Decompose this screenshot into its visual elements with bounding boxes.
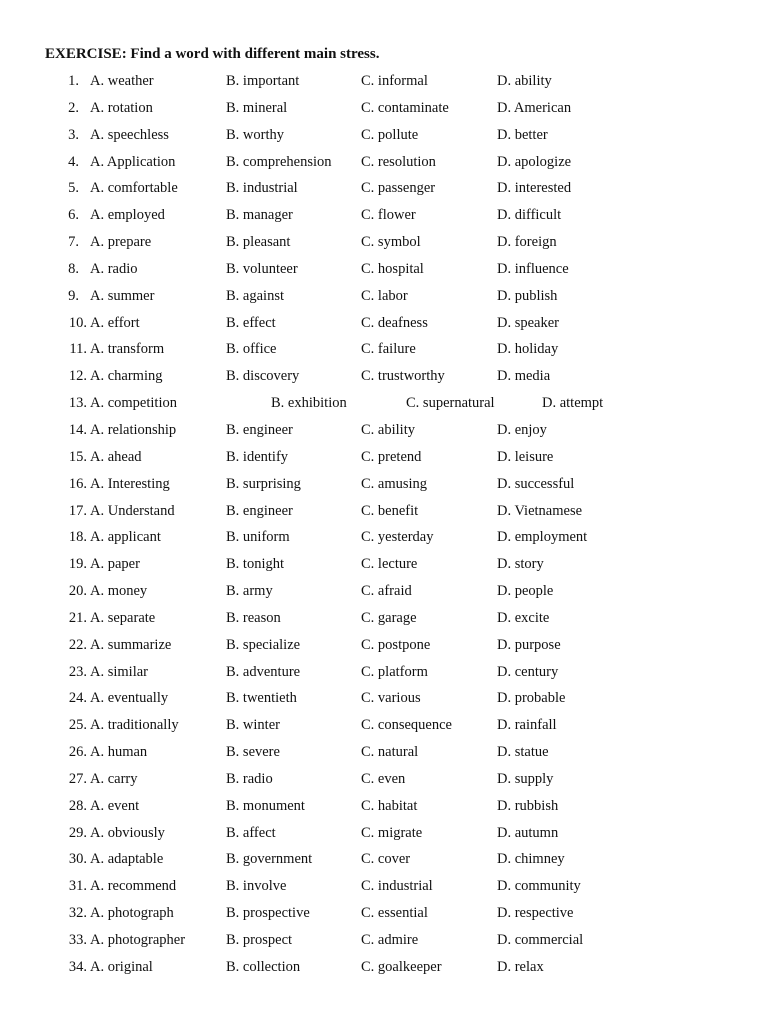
option-a: A. applicant: [90, 529, 161, 546]
option-b: B. manager: [226, 207, 293, 224]
option-a: A. obviously: [90, 824, 165, 841]
option-b: B. identify: [226, 448, 289, 465]
question-number: 1.: [68, 73, 79, 89]
question-number: 20.: [68, 583, 87, 600]
question-row: [0, 98, 768, 125]
option-c: C. admire: [361, 932, 419, 948]
option-a: A. effort: [90, 314, 140, 331]
option-c: C. symbol: [361, 234, 421, 251]
question-row: [0, 957, 768, 984]
option-d: D. supply: [497, 770, 554, 787]
option-a: A. summarize: [90, 636, 172, 653]
option-d: D. statue: [497, 744, 549, 761]
question-row: [0, 501, 768, 528]
option-a: A. Application: [90, 153, 176, 170]
question-number: 18.: [68, 529, 87, 546]
option-c: C. even: [361, 770, 406, 787]
option-d: D. successful: [497, 475, 575, 492]
question-row: [0, 366, 768, 393]
option-d: D. ability: [497, 73, 552, 89]
question-row: [0, 152, 768, 179]
question-number: 4.: [68, 153, 79, 170]
option-a: A. speechless: [90, 126, 169, 143]
option-a: A. traditionally: [90, 717, 179, 734]
question-row: [0, 608, 768, 635]
question-number: 34.: [68, 958, 87, 975]
option-b: B. radio: [226, 770, 273, 787]
option-a: A. rotation: [90, 99, 153, 116]
option-c: C. supernatural: [406, 395, 495, 412]
option-a: A. radio: [90, 260, 138, 277]
question-row: [0, 232, 768, 259]
option-d: D. enjoy: [497, 421, 547, 438]
question-number: 11.: [69, 341, 87, 358]
question-number: 25.: [68, 717, 87, 734]
option-d: D. interested: [497, 180, 572, 197]
option-c: C. hospital: [361, 260, 424, 277]
option-d: D. influence: [497, 260, 569, 277]
question-number: 8.: [68, 260, 79, 277]
question-number: 26.: [68, 744, 87, 761]
question-row: [0, 527, 768, 554]
option-c: C. resolution: [361, 153, 436, 170]
option-b: B. effect: [226, 314, 276, 331]
question-number: 16.: [68, 475, 87, 492]
question-number: 6.: [68, 207, 79, 224]
question-row: [0, 849, 768, 876]
option-a: A. photograph: [90, 905, 174, 922]
option-d: D. purpose: [497, 636, 561, 653]
option-d: D. speaker: [497, 314, 560, 331]
option-a: A. weather: [90, 73, 154, 89]
option-a: A. relationship: [90, 421, 177, 438]
option-c: C. labor: [361, 287, 408, 304]
option-a: A. human: [90, 744, 148, 761]
option-c: C. garage: [361, 609, 417, 626]
option-c: C. goalkeeper: [361, 958, 442, 975]
option-c: C. natural: [361, 744, 419, 761]
question-number: 22.: [68, 636, 87, 653]
option-d: D. rainfall: [497, 717, 557, 734]
option-b: B. monument: [226, 797, 305, 814]
question-row: [0, 876, 768, 903]
option-d: D. leisure: [497, 448, 554, 465]
option-c: C. pollute: [361, 126, 419, 143]
option-b: B. army: [226, 583, 273, 600]
option-b: B. twentieth: [226, 690, 297, 707]
option-c: C. deafness: [361, 314, 428, 331]
option-c: C. flower: [361, 207, 416, 224]
option-d: D. chimney: [497, 851, 565, 868]
question-number: 15.: [68, 448, 87, 465]
question-number: 12.: [68, 368, 87, 385]
question-number: 32.: [68, 905, 87, 922]
question-row: [0, 205, 768, 232]
option-a: A. recommend: [90, 878, 177, 895]
option-a: A. summer: [90, 287, 155, 304]
question-row: [0, 286, 768, 313]
option-b: B. worthy: [226, 126, 284, 143]
option-a: A. employed: [90, 207, 165, 224]
option-d: D. holiday: [497, 341, 559, 358]
option-c: C. platform: [361, 663, 428, 680]
option-a: A. carry: [90, 770, 138, 787]
option-c: C. ability: [361, 421, 415, 438]
option-b: B. winter: [226, 717, 280, 734]
option-a: A. charming: [90, 368, 163, 385]
option-d: D. attempt: [542, 395, 604, 412]
option-a: A. Understand: [90, 502, 175, 519]
question-row: [0, 71, 768, 98]
option-b: B. prospect: [226, 932, 293, 948]
question-number: 19.: [68, 556, 87, 573]
option-d: D. story: [497, 556, 544, 573]
question-number: 7.: [68, 234, 79, 251]
option-b: B. pleasant: [226, 234, 291, 251]
option-c: C. afraid: [361, 583, 412, 600]
question-number: 28.: [68, 797, 87, 814]
option-b: B. office: [226, 341, 277, 358]
option-d: D. American: [497, 99, 572, 116]
question-number: 3.: [68, 126, 79, 143]
question-number: 24.: [68, 690, 87, 707]
option-d: D. difficult: [497, 207, 562, 224]
option-a: A. transform: [90, 341, 165, 358]
option-d: D. people: [497, 583, 554, 600]
question-row: [0, 930, 768, 957]
option-b: B. collection: [226, 958, 301, 975]
option-a: A. event: [90, 797, 140, 814]
option-d: D. respective: [497, 905, 574, 922]
option-d: D. apologize: [497, 153, 572, 170]
option-c: C. industrial: [361, 878, 433, 895]
option-a: A. competition: [90, 395, 177, 412]
option-b: B. comprehension: [226, 153, 332, 170]
option-c: C. habitat: [361, 797, 418, 814]
question-number: 29.: [68, 824, 87, 841]
option-a: A. separate: [90, 609, 156, 626]
question-row: [0, 178, 768, 205]
option-a: A. prepare: [90, 234, 152, 251]
option-c: C. failure: [361, 341, 416, 358]
option-b: B. industrial: [226, 180, 298, 197]
option-c: C. benefit: [361, 502, 419, 519]
question-number: 21.: [68, 609, 87, 626]
question-row: [0, 742, 768, 769]
option-c: C. informal: [361, 73, 428, 89]
option-b: B. reason: [226, 609, 281, 626]
question-row: [0, 474, 768, 501]
option-c: C. passenger: [361, 180, 436, 197]
question-row: [0, 420, 768, 447]
option-c: C. consequence: [361, 717, 452, 734]
option-d: D. probable: [497, 690, 566, 707]
option-a: A. photographer: [90, 932, 186, 948]
option-d: D. foreign: [497, 234, 557, 251]
option-a: A. original: [90, 958, 153, 975]
question-number: 2.: [68, 99, 79, 116]
option-c: C. amusing: [361, 475, 428, 492]
question-row: [0, 259, 768, 286]
question-number: 13.: [68, 395, 87, 412]
option-c: C. migrate: [361, 824, 423, 841]
question-row: [0, 581, 768, 608]
question-row: [0, 313, 768, 340]
option-b: B. uniform: [226, 529, 290, 546]
question-number: 23.: [68, 663, 87, 680]
option-d: D. autumn: [497, 824, 559, 841]
option-d: D. relax: [497, 958, 544, 975]
question-row: [0, 662, 768, 689]
option-b: B. exhibition: [271, 395, 347, 412]
option-c: C. pretend: [361, 448, 422, 465]
question-row: [0, 447, 768, 474]
option-a: A. ahead: [90, 448, 142, 465]
question-row: [0, 796, 768, 823]
option-d: D. commercial: [497, 932, 584, 948]
option-b: B. engineer: [226, 421, 293, 438]
question-number: 30.: [68, 851, 87, 868]
option-a: A. comfortable: [90, 180, 178, 197]
option-b: B. mineral: [226, 99, 288, 116]
question-row: [0, 125, 768, 152]
option-b: B. adventure: [226, 663, 301, 680]
option-c: C. various: [361, 690, 421, 707]
option-d: D. rubbish: [497, 797, 559, 814]
option-d: D. community: [497, 878, 581, 895]
question-list: [0, 71, 768, 984]
option-b: B. volunteer: [226, 260, 298, 277]
option-d: D. better: [497, 126, 548, 143]
question-row: [0, 769, 768, 796]
option-b: B. tonight: [226, 556, 285, 573]
option-d: D. excite: [497, 609, 550, 626]
option-d: D. employment: [497, 529, 588, 546]
option-b: B. affect: [226, 824, 276, 841]
option-c: C. yesterday: [361, 529, 434, 546]
question-row: [0, 393, 768, 420]
option-a: A. paper: [90, 556, 140, 573]
option-a: A. adaptable: [90, 851, 164, 868]
option-b: B. engineer: [226, 502, 293, 519]
option-b: B. involve: [226, 878, 287, 895]
question-row: [0, 823, 768, 850]
question-number: 5.: [68, 180, 79, 197]
option-c: C. postpone: [361, 636, 431, 653]
question-number: 33.: [68, 932, 87, 948]
option-d: D. Vietnamese: [497, 502, 583, 519]
question-row: [0, 554, 768, 581]
option-a: A. money: [90, 583, 148, 600]
question-number: 27.: [68, 770, 87, 787]
option-c: C. essential: [361, 905, 428, 922]
question-row: [0, 903, 768, 930]
question-row: [0, 635, 768, 662]
question-row: [0, 688, 768, 715]
option-b: B. government: [226, 851, 313, 868]
option-d: D. publish: [497, 287, 558, 304]
question-number: 9.: [68, 287, 79, 304]
option-a: A. similar: [90, 663, 148, 680]
option-b: B. specialize: [226, 636, 301, 653]
option-c: C. trustworthy: [361, 368, 445, 385]
option-d: D. century: [497, 663, 559, 680]
option-b: B. severe: [226, 744, 280, 761]
question-number: 31.: [68, 878, 87, 895]
question-row: [0, 715, 768, 742]
option-b: B. important: [226, 73, 300, 89]
option-a: A. eventually: [90, 690, 169, 707]
option-c: C. lecture: [361, 556, 418, 573]
option-c: C. cover: [361, 851, 411, 868]
question-number: 10.: [68, 314, 87, 331]
option-c: C. contaminate: [361, 99, 449, 116]
option-b: B. discovery: [226, 368, 300, 385]
option-b: B. against: [226, 287, 284, 304]
exercise-title: EXERCISE: Find a word with different main stress.: [45, 46, 380, 62]
option-b: B. surprising: [226, 475, 301, 492]
question-row: [0, 339, 768, 366]
option-b: B. prospective: [226, 905, 310, 922]
option-a: A. Interesting: [90, 475, 170, 492]
option-d: D. media: [497, 368, 551, 385]
question-number: 17.: [68, 502, 87, 519]
question-number: 14.: [68, 421, 87, 438]
